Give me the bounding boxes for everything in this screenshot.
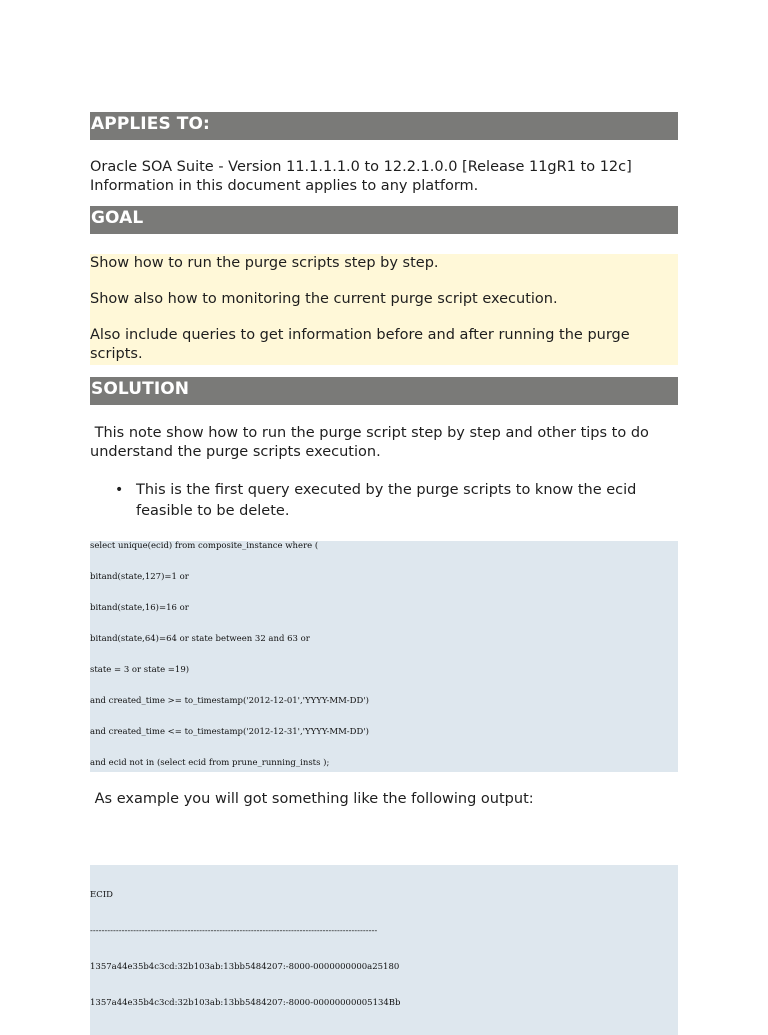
output-block bbox=[90, 865, 678, 1035]
sql-code-block bbox=[90, 541, 678, 772]
code-line: and created_time >= to_timestamp('2012-12-01','YYYY-MM-DD') bbox=[90, 696, 369, 706]
code-line: bitand(state,127)=1 or bbox=[90, 572, 189, 582]
output-row: 1357a44e35b4c3cd:32b103ab:13bb5484207:-8000-00000000005134Bb bbox=[90, 998, 401, 1008]
code-line: bitand(state,64)=64 or state between 32 and 63 or bbox=[90, 634, 310, 644]
document bbox=[90, 112, 678, 1035]
goal-paragraph: Show also how to monitoring the current purge script execution. bbox=[90, 291, 558, 307]
solution-intro: This note show how to run the purge script step by step and other tips to do understand the purge scripts execution. bbox=[90, 425, 654, 460]
applies-to-version: Oracle SOA Suite - Version 11.1.1.1.0 to 12.2.1.0.0 [Release 11gR1 to 12c] bbox=[90, 159, 632, 175]
list-item bbox=[90, 480, 678, 522]
applies-to-platform: Information in this document applies to any platform. bbox=[90, 178, 479, 194]
code-line: and created_time <= to_timestamp('2012-12-31','YYYY-MM-DD') bbox=[90, 727, 369, 737]
goal-header: GOAL bbox=[90, 206, 678, 234]
applies-to-body bbox=[90, 158, 678, 196]
bullet-text: This is the first query executed by the purge scripts to know the ecid feasible to be delete. bbox=[136, 482, 637, 519]
applies-to-header: APPLIES TO: bbox=[90, 112, 678, 140]
code-line: bitand(state,16)=16 or bbox=[90, 603, 189, 613]
code-line: state = 3 or state =19) bbox=[90, 665, 190, 675]
goal-paragraph: Also include queries to get information before and after running the purge scripts. bbox=[90, 327, 630, 362]
output-separator: ---------------------------------------------------------------------------------------------------- bbox=[90, 926, 378, 936]
output-row: 1357a44e35b4c3cd:32b103ab:13bb5484207:-8000-0000000000a25180 bbox=[90, 962, 400, 972]
example-text: As example you will got something like the following output: bbox=[90, 791, 534, 807]
solution-bullet-list bbox=[90, 480, 678, 522]
solution-header: SOLUTION bbox=[90, 377, 678, 405]
output-column-header: ECID bbox=[90, 890, 113, 900]
code-line: and ecid not in (select ecid from prune_running_insts ); bbox=[90, 758, 330, 768]
goal-paragraph: Show how to run the purge scripts step by step. bbox=[90, 255, 439, 271]
bullet-icon: • bbox=[115, 482, 124, 498]
code-line: select unique(ecid) from composite_instance where ( bbox=[90, 541, 319, 551]
goal-box bbox=[90, 254, 678, 365]
